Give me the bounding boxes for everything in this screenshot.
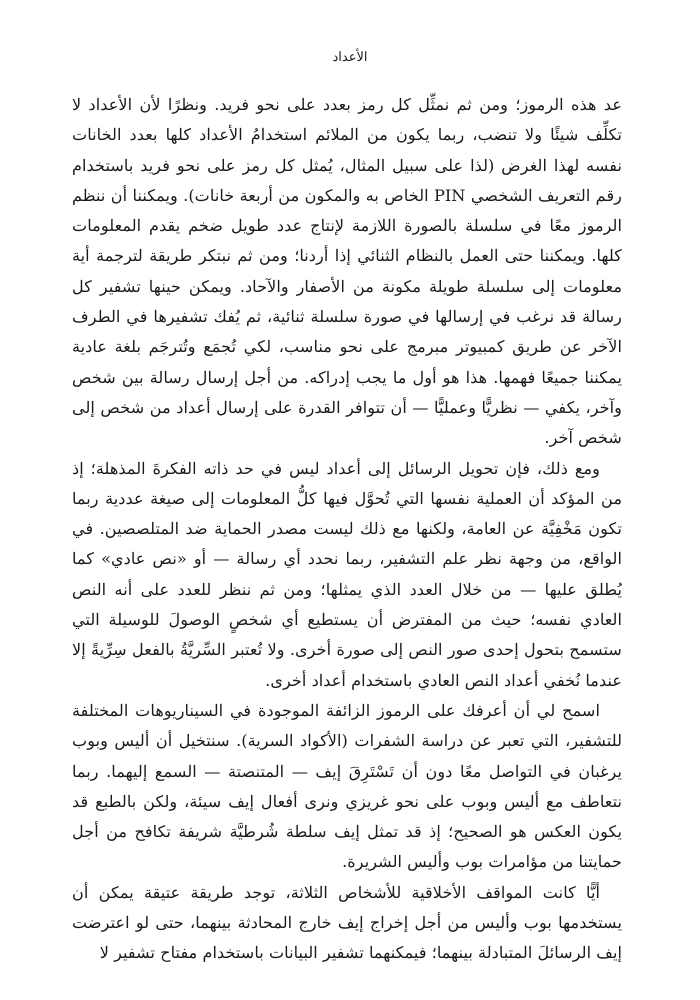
paragraph-4: أيًّا كانت المواقف الأخلاقية للأشخاص الثلاثة، توجد طريقة عتيقة يمكن أن يستخدمها بوب وأليس من أجل إخراج إيف خارج المحادثة بينهما، حتى لو اعترضت إيف الرسائلَ المتبادلة بينهما؛ فيمكنهما تشفير البيانات باستخدام مفتاح تشفير لا (72, 882, 622, 963)
body-text (72, 90, 622, 969)
paragraph-3: اسمح لي أن أعرفك على الرموز الزائفة الموجودة في السيناريوهات المختلفة للتشفير، التي تعبر عن دراسة الشفرات (الأكواد السرية). سنتخيل أن أليس وبوب يرغبان في التواصل معًا دون أن تَسْتَرِقَ إيف — المتنصتة — السمع إليهما. ربما نتعاطف مع أليس وبوب على نحو غريزي ونرى أفعال إيف سيئة، ولكن بالطبع قد يكون العكس هو الصحيح؛ إذ قد تمثل إيف سلطة شُرطيَّة شريفة تكافح من أجل حمايتنا من مؤامرات بوب وأليس الشريرة. (72, 700, 622, 872)
running-header: الأعداد (332, 50, 368, 65)
paragraph-1: عد هذه الرموز؛ ومن ثم نمثِّل كل رمز بعدد على نحو فريد. ونظرًا لأن الأعداد لا تكلِّف شيئًا ولا تنضب، ربما يكون من الملائم استخدامُ الأعداد كلها بعدد الخانات نفسه لهذا الغرض (لذا على سبيل المثال، يُمثل كل رمز على نحو فريد باستخدام رقم التعريف الشخصي PIN الخاص به والمكون من أربعة خانات). ويمكننا أن ننظم الرموز معًا في سلسلة بالصورة اللازمة لإنتاج عدد طويل ضخم يقدم المعلومات كلها. ويمكننا حتى العمل بالنظام الثنائي إذا أردنا؛ ومن ثم نبتكر طريقة لترجمة أية معلومات إلى سلسلة طويلة مكونة من الأصفار والآحاد. ويمكن حينها تشفير كل رسالة قد نرغب في إرسالها في صورة سلسلة ثنائية، ثم يُفك تشفيرها في الطرف الآخر عن طريق كمبيوتر مبرمج على نحو مناسب، لكي تُجمَع وتُترجَم بلغة عادية يمكننا جميعًا فهمها. هذا هو أول ما يجب إدراكه. من أجل إرسال رسالة بين شخص وآخر، يكفي — نظريًّا وعمليًّا — أن تتوافر القدرة على إرسال أعداد من شخص إلى شخص آخر. (72, 95, 623, 448)
paragraph-2: ومع ذلك، فإن تحويل الرسائل إلى أعداد ليس في حد ذاته الفكرةَ المذهلة؛ إذ من المؤكد أن العملية نفسها التي تُحوَّل فيها كلُّ المعلومات إلى صيغة عددية ربما تكون مَخْفِيَّة عن العامة، ولكنها مع ذلك ليست مصدر الحماية ضد المتلصصين. في الواقع، من وجهة نظر علم التشفير، ربما نحدد أي رسالة — أو «نص عادي» كما يُطلق عليها — من خلال العدد الذي يمثلها؛ ومن ثم ننظر للعدد على أنه النص العادي نفسه؛ حيث من المفترض أن يستطيع أي شخصٍ الوصولَ للوسيلة التي ستسمح بتحول إحدى صور النص إلى صورة أخرى. ولا تُعتبر السِّريَّةُ بالفعل سِرِّيةً إلا عندما نُخفي أعداد النص العادي باستخدام أعداد أخرى. (72, 458, 622, 690)
